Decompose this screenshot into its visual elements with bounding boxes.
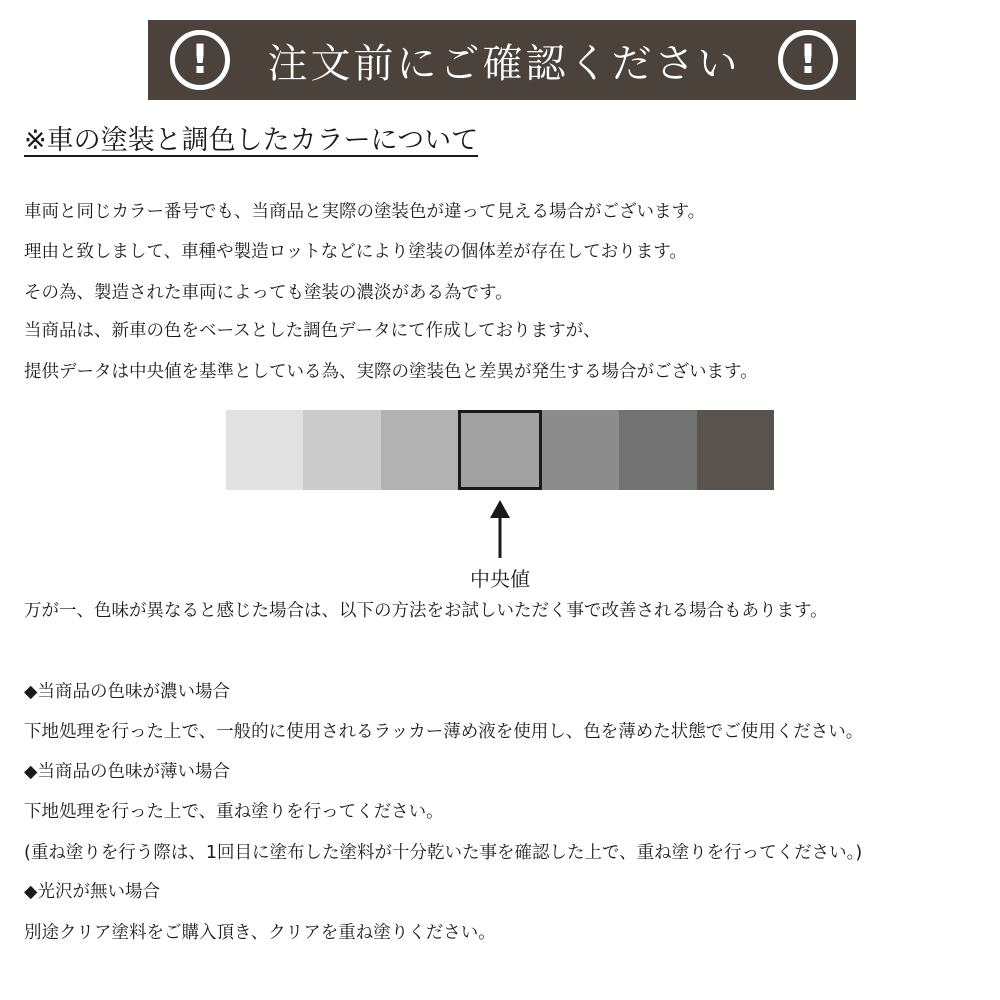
color-swatch xyxy=(697,410,774,490)
banner-title: 注文前にご確認ください xyxy=(267,40,741,87)
color-swatch xyxy=(226,410,303,490)
gloss-case-text: 別途クリア塗料をご購入頂き、クリアを重ね塗りください。 xyxy=(24,923,496,943)
light-case-heading: ◆当商品の色味が薄い場合 xyxy=(24,762,230,782)
exclamation-icon: ! xyxy=(778,30,838,90)
color-swatch xyxy=(303,410,380,490)
light-case-text: 下地処理を行った上で、重ね塗りを行ってください。 xyxy=(24,802,444,822)
color-swatch xyxy=(381,410,458,490)
notice-banner xyxy=(148,20,856,100)
median-label: 中央値 xyxy=(470,567,530,591)
intro-line: 当商品は、新車の色をベースとした調色データにて作成しておりますが、 xyxy=(24,321,601,341)
dark-case-heading: ◆当商品の色味が濃い場合 xyxy=(24,682,230,702)
note-line: 万が一、色味が異なると感じた場合は、以下の方法をお試しいただく事で改善される場合もあります。 xyxy=(24,601,828,621)
section-heading: ※車の塗装と調色したカラーについて xyxy=(24,125,479,156)
gloss-case-heading: ◆光沢が無い場合 xyxy=(24,882,160,902)
dark-case-text: 下地処理を行った上で、一般的に使用されるラッカー薄め液を使用し、色を薄めた状態でご使用ください。 xyxy=(24,722,864,742)
intro-line: その為、製造された車両によっても塗装の濃淡がある為です。 xyxy=(24,283,513,303)
light-case-note: (重ね塗りを行う際は、1回目に塗布した塗料が十分乾いた事を確認した上で、重ね塗りを行ってください。) xyxy=(24,843,863,863)
intro-line: 理由と致しまして、車種や製造ロットなどにより塗装の個体差が存在しております。 xyxy=(24,242,687,262)
color-swatch xyxy=(542,410,619,490)
color-swatch-scale xyxy=(226,410,774,490)
color-swatch-median xyxy=(458,410,541,490)
up-arrow-icon xyxy=(484,500,516,558)
intro-line: 車両と同じカラー番号でも、当商品と実際の塗装色が違って見える場合がございます。 xyxy=(24,202,706,222)
color-swatch xyxy=(619,410,696,490)
exclamation-icon: ! xyxy=(170,30,230,90)
intro-line: 提供データは中央値を基準としている為、実際の塗装色と差異が発生する場合がございます。 xyxy=(24,362,758,382)
